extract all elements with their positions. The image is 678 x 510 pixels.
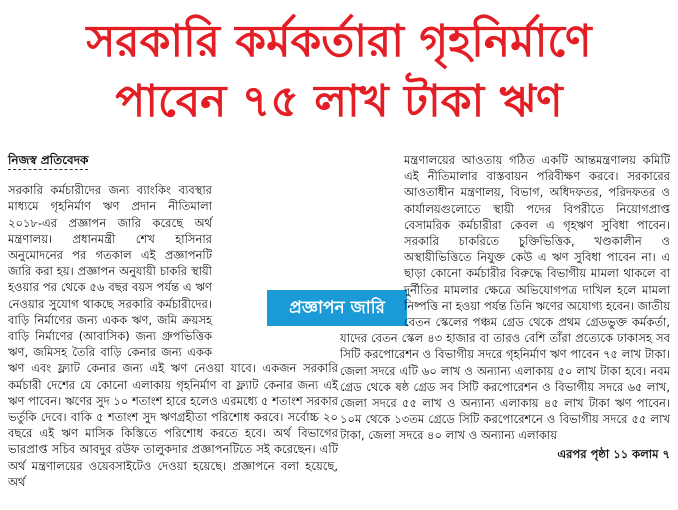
article-body-left: সরকারি কর্মচারীদের জন্য ব্যাংকিং ব্যবস্থার মাধ্যমে গৃহনির্মাণ ঋণ প্রদান নীতিমালা ২০১৮-এর প্রজ্ঞাপন জারি করেছে অর্থ মন্ত্রণালয়। প্রধানমন্ত্রী শেখ হাসিনার অনুমোদনের পর গতকাল এই প্রজ্ঞাপনটি জারি করা হয়। প্রজ্ঞাপন অনুযায়ী চাকরি স্থায়ী হওয়ার পর থেকে ৫৬ বছর বয়স পর্যন্ত এ ঋণ নেওয়ার সুযোগ থাকছে সরকারি কর্মচারীদের। বাড়ি নির্মাণের জন্য একক ঋণ, জমি ক্রয়সহ বাড়ি নির্মাণের (আবাসিক) জন্য গ্রুপভিত্তিক ঋণ, জমিসহ তৈরি বাড়ি কেনার জন্য একক ঋণ এবং ফ্ল্যাট কেনার জন্য এই ঋণ নেওয়া যাবে। একজন সরকারি কর্মচারী দেশের যে কোনো এলাকায় গৃহনির্মাণ বা ফ্ল্যাট কেনার জন্য এই ঋণ পাবেন। ঋণের সুদ ১০ শতাংশ হারে হলেও এরমধ্যে ৫ শতাংশ সরকার ভর্তুকি দেবে। বাকি ৫ শতাংশ সুদ ঋণগ্রহীতা পরিশোধ করবে। সর্বোচ্চ ২০ বছরে এই ঋণ মাসিক কিস্তিতে পরিশোধ করতে হবে। অর্থ বিভাগের ভারপ্রাপ্ত সচিব আবদুর রউফ তালুকদার প্রজ্ঞাপনটিতে সই করেছেন। এটি অর্থ মন্ত্রণালয়ের ওয়েবসাইটেও দেওয়া হয়েছে। প্রজ্ঞাপনে বলা হয়েছে, অর্থ (8, 183, 338, 489)
headline (0, 0, 678, 148)
article-column-right (340, 152, 670, 462)
continuation-note: এরপর পৃষ্ঠা ১১ কলাম ৭ (557, 446, 670, 461)
callout-label: প্রজ্ঞাপন জারি (267, 290, 407, 326)
byline: নিজস্ব প্রতিবেদক (8, 152, 88, 170)
headline-line-1: সরকারি কর্মকর্তারা গৃহনির্মাণে (86, 16, 592, 67)
headline-line-2: পাবেন ৭৫ লাখ টাকা ঋণ (115, 76, 563, 127)
article-body-right: মন্ত্রণালয়ের আওতায় গঠিত একটি আন্তমন্ত্রণালয় কমিটি এই নীতিমালার বাস্তবায়ন পরিবীক্ষণ করবে। সরকারের আওতাধীন মন্ত্রণালয়, বিভাগ, অধিদফতর, পরিদফতর ও কার্যালয়গুলোতে স্থায়ী পদের বিপরীতে নিয়োগপ্রাপ্ত বেসামরিক কর্মচারীরা কেবল এ গৃহঋণ সুবিধা পাবেন। সরকারি চাকরিতে চুক্তিভিত্তিক, খণ্ডকালীন ও অস্থায়ীভিত্তিতে নিযুক্ত কেউ এ ঋণ সুবিধা পাবেন না। এ ছাড়া কোনো কর্মচারীর বিরুদ্ধে বিভাগীয় মামলা থাকলে বা দুর্নীতির মামলার ক্ষেত্রে অভিযোগপত্র দাখিল হলে মামলা নিষ্পত্তি না হওয়া পর্যন্ত তিনি ঋণের অযোগ্য হবেন। জাতীয় বেতন স্কেলের পঞ্চম গ্রেড থেকে প্রথম গ্রেডভুক্ত কর্মকর্তা, যাদের বেতন স্কেল ৪৩ হাজার বা তারও বেশি তাঁরা প্রত্যেকে ঢাকাসহ সব সিটি করপোরেশন ও বিভাগীয় সদরে গৃহনির্মাণ ঋণ পাবেন ৭৫ লাখ টাকা। জেলা সদরে এটি ৬০ লাখ ও অন্যান্য এলাকায় ৫০ লাখ টাকা হবে। নবম গ্রেড থেকে ষষ্ঠ গ্রেড সব সিটি করপোরেশন ও বিভাগীয় সদরে ৬৫ লাখ, জেলা সদরে ৫৫ লাখ ও অন্যান্য এলাকায় ৪৫ লাখ টাকা ঋণ পাবেন। ১০ম থেকে ১৩তম গ্রেডে সিটি করপোরেশনে ও বিভাগীয় সদরে ৫৫ লাখ টাকা, জেলা সদরে ৪০ লাখ ও অন্যান্য এলাকায় (340, 153, 670, 443)
